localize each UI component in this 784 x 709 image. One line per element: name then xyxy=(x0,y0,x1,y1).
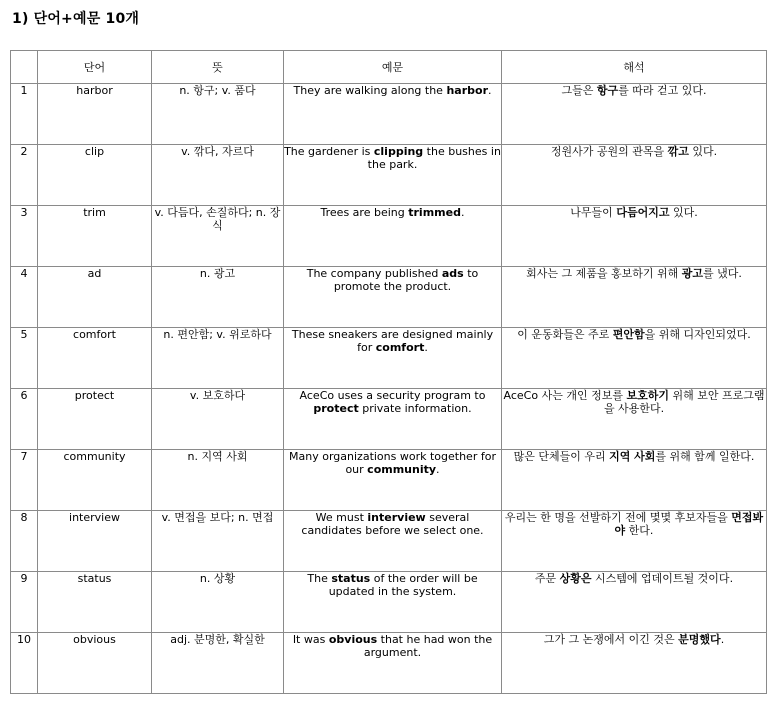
row-number: 2 xyxy=(11,145,38,206)
example-sentence-cell xyxy=(284,511,502,572)
vocabulary-table xyxy=(10,50,767,694)
translation-text: 한다. xyxy=(625,524,654,537)
sentence-text: The company published xyxy=(306,267,442,280)
sentence-text: private information. xyxy=(358,402,472,415)
translation-text: 위해 보안 프로그램을 사용한다. xyxy=(603,389,765,415)
translation-cell xyxy=(502,389,767,450)
translation-cell xyxy=(502,450,767,511)
table-body xyxy=(11,84,767,694)
highlighted-word: trimmed xyxy=(408,206,461,219)
translation-cell xyxy=(502,572,767,633)
table-row xyxy=(11,633,767,694)
translation-text: 를 위해 함께 일한다. xyxy=(655,450,755,463)
highlighted-word: status xyxy=(331,572,371,585)
row-number: 5 xyxy=(11,328,38,389)
sentence-text: AceCo uses a security program to xyxy=(299,389,486,402)
translation-text: 많은 단체들이 우리 xyxy=(513,450,610,463)
sentence-text: Many organizations work together for our xyxy=(289,450,496,476)
translation-cell xyxy=(502,84,767,145)
example-sentence-cell xyxy=(284,450,502,511)
highlighted-word: 분명했다 xyxy=(678,633,721,646)
sentence-text: The gardener is xyxy=(284,145,374,158)
word-cell: obvious xyxy=(38,633,152,694)
table-row xyxy=(11,511,767,572)
translation-text: . xyxy=(720,633,725,646)
translation-cell xyxy=(502,267,767,328)
word-cell: comfort xyxy=(38,328,152,389)
translation-text: 정원사가 공원의 관목을 xyxy=(550,145,668,158)
table-row xyxy=(11,389,767,450)
row-number: 1 xyxy=(11,84,38,145)
sentence-text: . xyxy=(436,463,440,476)
sentence-text: that he had won the argument. xyxy=(363,633,493,659)
meaning-cell: v. 보호하다 xyxy=(152,389,284,450)
table-row xyxy=(11,267,767,328)
example-sentence-cell xyxy=(284,572,502,633)
translation-cell xyxy=(502,206,767,267)
example-sentence-cell xyxy=(284,328,502,389)
highlighted-word: 지역 사회 xyxy=(609,450,656,463)
translation-cell xyxy=(502,633,767,694)
meaning-cell: n. 항구; v. 품다 xyxy=(152,84,284,145)
table-row xyxy=(11,145,767,206)
sentence-text: . xyxy=(424,341,428,354)
sentence-text: . xyxy=(488,84,492,97)
example-sentence-cell xyxy=(284,84,502,145)
highlighted-word: 항구 xyxy=(596,84,619,97)
translation-text: 우리는 한 명을 선발하기 전에 몇몇 후보자들을 xyxy=(504,511,732,524)
header-meaning: 뜻 xyxy=(152,51,284,84)
row-number: 7 xyxy=(11,450,38,511)
row-number: 4 xyxy=(11,267,38,328)
highlighted-word: community xyxy=(367,463,437,476)
header-example: 예문 xyxy=(284,51,502,84)
highlighted-word: 상황은 xyxy=(559,572,592,585)
highlighted-word: 깎고 xyxy=(667,145,689,158)
meaning-cell: v. 깎다, 자르다 xyxy=(152,145,284,206)
translation-text: 를 따라 걷고 있다. xyxy=(618,84,707,97)
highlighted-word: 다듬어지고 xyxy=(616,206,670,219)
highlighted-word: interview xyxy=(367,511,426,524)
translation-text: 있다. xyxy=(688,145,718,158)
table-row xyxy=(11,450,767,511)
word-cell: community xyxy=(38,450,152,511)
header-translation: 해석 xyxy=(502,51,767,84)
sentence-text: The xyxy=(307,572,332,585)
sentence-text: of the order will be updated in the system. xyxy=(328,572,478,598)
row-number: 8 xyxy=(11,511,38,572)
highlighted-word: 편안함 xyxy=(612,328,645,341)
table-row xyxy=(11,328,767,389)
sentence-text: to promote the product. xyxy=(333,267,479,293)
highlighted-word: protect xyxy=(313,402,359,415)
word-cell: interview xyxy=(38,511,152,572)
meaning-cell: adj. 분명한, 확실한 xyxy=(152,633,284,694)
header-word: 단어 xyxy=(38,51,152,84)
meaning-cell: n. 편안함; v. 위로하다 xyxy=(152,328,284,389)
meaning-cell: n. 지역 사회 xyxy=(152,450,284,511)
translation-text: 있다. xyxy=(669,206,698,219)
translation-text: 을 위해 디자인되었다. xyxy=(644,328,751,341)
highlighted-word: 면접봐야 xyxy=(614,511,764,537)
word-cell: status xyxy=(38,572,152,633)
page-title: 1) 단어+예문 10개 xyxy=(12,11,140,27)
example-sentence-cell xyxy=(284,267,502,328)
translation-text: AceCo 사는 개인 정보를 xyxy=(503,389,627,402)
sentence-text: It was xyxy=(292,633,329,646)
example-sentence-cell xyxy=(284,633,502,694)
translation-text: 회사는 그 제품을 홍보하기 위해 xyxy=(526,267,682,280)
translation-text: 주문 xyxy=(534,572,560,585)
meaning-cell: n. 광고 xyxy=(152,267,284,328)
highlighted-word: obvious xyxy=(328,633,378,646)
word-cell: trim xyxy=(38,206,152,267)
example-sentence-cell xyxy=(284,389,502,450)
word-cell: ad xyxy=(38,267,152,328)
example-sentence-cell xyxy=(284,145,502,206)
sentence-text: the bushes in the park. xyxy=(367,145,501,171)
row-number: 3 xyxy=(11,206,38,267)
translation-text: 나무들이 xyxy=(570,206,617,219)
highlighted-word: ads xyxy=(441,267,464,280)
example-sentence-cell xyxy=(284,206,502,267)
translation-text: 그들은 xyxy=(561,84,597,97)
table-row xyxy=(11,572,767,633)
meaning-cell: v. 다듬다, 손질하다; n. 장식 xyxy=(152,206,284,267)
sentence-text: . xyxy=(460,206,465,219)
translation-text: 시스템에 업데이트될 것이다. xyxy=(591,572,734,585)
translation-text: 이 운동화들은 주로 xyxy=(517,328,613,341)
translation-cell xyxy=(502,511,767,572)
table-row xyxy=(11,84,767,145)
meaning-cell: v. 면접을 보다; n. 면접 xyxy=(152,511,284,572)
word-cell: protect xyxy=(38,389,152,450)
word-cell: harbor xyxy=(38,84,152,145)
highlighted-word: clipping xyxy=(373,145,424,158)
row-number: 9 xyxy=(11,572,38,633)
translation-text: 그가 그 논쟁에서 이긴 것은 xyxy=(543,633,679,646)
sentence-text: several candidates before we select one. xyxy=(301,511,484,537)
translation-cell xyxy=(502,145,767,206)
meaning-cell: n. 상황 xyxy=(152,572,284,633)
translation-cell xyxy=(502,328,767,389)
sentence-text: Trees are being xyxy=(320,206,409,219)
highlighted-word: 광고 xyxy=(681,267,703,280)
sentence-text: We must xyxy=(315,511,368,524)
row-number: 6 xyxy=(11,389,38,450)
translation-text: 를 냈다. xyxy=(703,267,742,280)
sentence-text: They are walking along the xyxy=(293,84,447,97)
highlighted-word: 보호하기 xyxy=(626,389,669,402)
table-header-row xyxy=(11,51,767,84)
highlighted-word: comfort xyxy=(375,341,425,354)
word-cell: clip xyxy=(38,145,152,206)
table-row xyxy=(11,206,767,267)
row-number: 10 xyxy=(11,633,38,694)
highlighted-word: harbor xyxy=(446,84,488,97)
sentence-text: These sneakers are designed mainly for xyxy=(291,328,494,354)
header-number xyxy=(11,51,38,84)
